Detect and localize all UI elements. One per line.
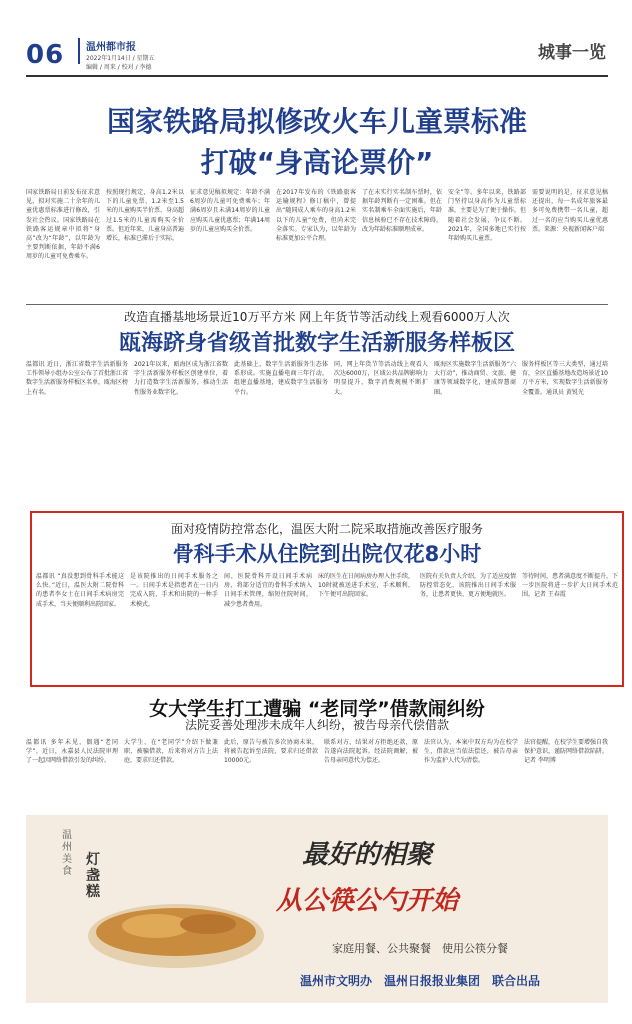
article1-col: 在2017年发布的《铁路旅客运输规程》修订稿中，曾提出“随同成人乘车的身高1.2米以下的儿童”免费，但尚未完全落实。专家认为，以年龄为标准更加公平合理。 [276,189,356,243]
article1-col: 了在未实行实名制车票时，依据年龄判断有一定困难。但在实名制乘车全面实施后，年龄信息核验已不存在技术障碍，改为年龄标准顺理成章。 [362,189,442,233]
ad-footer: 温州市文明办 温州日报报业集团 联合出品 [300,974,541,988]
article2-title: 瓯海跻身省级首批数字生活新服务样板区 [118,331,515,356]
ad-side-text: 温州美食 [62,830,72,877]
article4-title: 女大学生打工遭骗 “老同学”借款闹纠纷 [149,698,485,720]
article1-col: 国家铁路局日前发布征求意见，拟对实施二十余年的儿童优惠票标准进行修改，引发社会热议。国家铁路局在铁路客运规章中拟将“身高”改为“年龄”，以年龄为主要判断依据，年龄不满6周岁的儿童可免费乘车。 [26,189,100,261]
article1-title-line2: 打破“身高论票价” [200,146,434,179]
article1-title-line1: 国家铁路局拟修改火车儿童票标准 [106,105,527,138]
article2-col: 此基础上，数字生活新服务生态体系形成。实施直播电商三年行动，组建直播基地，建成数字生活服务平台。 [234,361,328,396]
ad-dish-name: 灯盏糕 [86,852,100,900]
article3-title: 骨科手术从住院到出院仅花8小时 [172,542,482,566]
section-rule [26,304,608,305]
article4-col: 法官认为，本案中双方均为在校学生，借款应当依法偿还，被告母亲作为监护人代为清偿。 [424,739,518,765]
date-line: 2022年1月14日 / 星期五 [86,55,155,62]
article2-kicker: 改造直播基地场景近10万平方米 网上年货节等活动线上观看6000万人次 [124,310,510,324]
article3-col: 医院有关负责人介绍，为了适应疫情防控常态化，该院推出日间手术服务，让患者更快、更方便地就医。 [420,573,516,599]
article4-col: 联系对方，结果对方拒绝还款，原告遂向法院起诉。经法院调解，被告母亲同意代为偿还。 [324,739,418,765]
article4-col: 温都讯 多年未见，偶遇“老同学”。近日，永嘉县人民法院审理了一起因网络借款引发的纠纷。 [26,739,118,765]
article2-col: 2021年以来，瓯海区成为浙江省数字生活新服务样板区创建单位，着力打造数字生活新服务，推动生活性服务业数字化。 [134,361,228,396]
article1-col: 需要说明的是，征求意见稿还提出，每一名成年旅客最多可免费携带一名儿童，超过一名的应当购买儿童优惠票。来源：央视新闻客户端 [532,189,608,233]
paper-name: 温州都市报 [86,42,136,53]
article1-col: 安全”等。多年以来，铁路部门坚持以身高作为儿童票标准，主要是为了便于操作，但随着社会发展，争议不断。2021年，全国多地已实行按年龄购买儿童票。 [448,189,526,243]
header-rule [26,75,608,77]
page-header [0,0,632,78]
ad-food-image [36,826,122,976]
article4-col: 大学生，在“老同学”介绍下做兼职，被骗借款，后来将对方告上法庭，要求归还借款。 [124,739,218,765]
article3-kicker: 面对疫情防控常态化，温医大附二院采取措施改善医疗服务 [170,522,483,536]
article4-col: 此后，原告与被告多次协商未果，将被告起诉至法院，要求归还借款10000元。 [224,739,318,765]
article3-col: 床的医生在日间病房办理入住手续，10时就被送进手术室，手术顺利，下午便可出院回家。 [318,573,414,599]
ad-slogan-line2: 从公筷公勺开始 [276,886,459,916]
article4-subtitle: 法院妥善处理涉未成年人纠纷，被告母亲代偿借款 [184,718,449,732]
article3-col: 温都讯 “真没想到骨科手术能这么快。”近日，温医大附二院骨科的患者李女士在日间手术病房完成手术，当天便顺利出院回家。 [36,573,124,608]
article1-col: 按照现行规定，身高1.2米以下的儿童免票、1.2米至1.5米的儿童购买半价票、身高超过1.5米的儿童需购买全价票。但近年来，儿童身高普遍增长，标准已滞后于实际。 [106,189,184,243]
article2-col: 服务样板区等三大类型，通过培育，全区直播基地改造场景近10万平方米，实现数字生活新服务全覆盖。通讯员 黄锐光 [522,361,608,396]
article3-col: 等待时间，患者满意度不断提升，下一步医院将进一步扩大日间手术范围。记者 王春霞 [522,573,618,599]
article3-col: 间，医院骨科开设日间手术病房，将部分适宜的骨科手术纳入日间手术管理，缩短住院时间，减少患者费用。 [224,573,312,608]
page-number: 06 [26,40,65,70]
ad-tags: 家庭用餐、公共聚餐 使用公筷分餐 [332,942,508,955]
editor-line: 编辑 / 周来 / 校对 / 李德 [86,64,152,71]
article2-col: 同，网上年货节等活动线上观看人次达6000万，区域公共品牌影响力明显提升，数字消费规模不断扩大。 [334,361,428,396]
article1-col: 征求意见稿拟规定：年龄不满6周岁的儿童可免费乘车；年满6周岁且未满14周岁的儿童应购买儿童优惠票；年满14周岁的儿童应购买全价票。 [190,189,270,233]
header-divider [78,38,80,64]
section-title: 城事一览 [538,43,606,63]
article4-col: 法官提醒，在校学生要增强自我保护意识，谨防网络借款陷阱。记者 李明博 [524,739,608,765]
article3-col: 是该院推出的日间手术服务之一。日间手术是指患者在一日内完成入院、手术和出院的一种手术模式。 [130,573,218,608]
article2-col: 瓯海区实施数字生活新服务“六大行动”，推动商贸、文旅、健康等领域数字化，建成智慧商圈。 [434,361,516,396]
article2-col: 温都讯 近日，浙江省数字生活新服务工作领导小组办公室公布了首批浙江省数字生活新服务样板区名单，瓯海区榜上有名。 [26,361,128,396]
ad-slogan-line1: 最好的相聚 [302,840,433,870]
